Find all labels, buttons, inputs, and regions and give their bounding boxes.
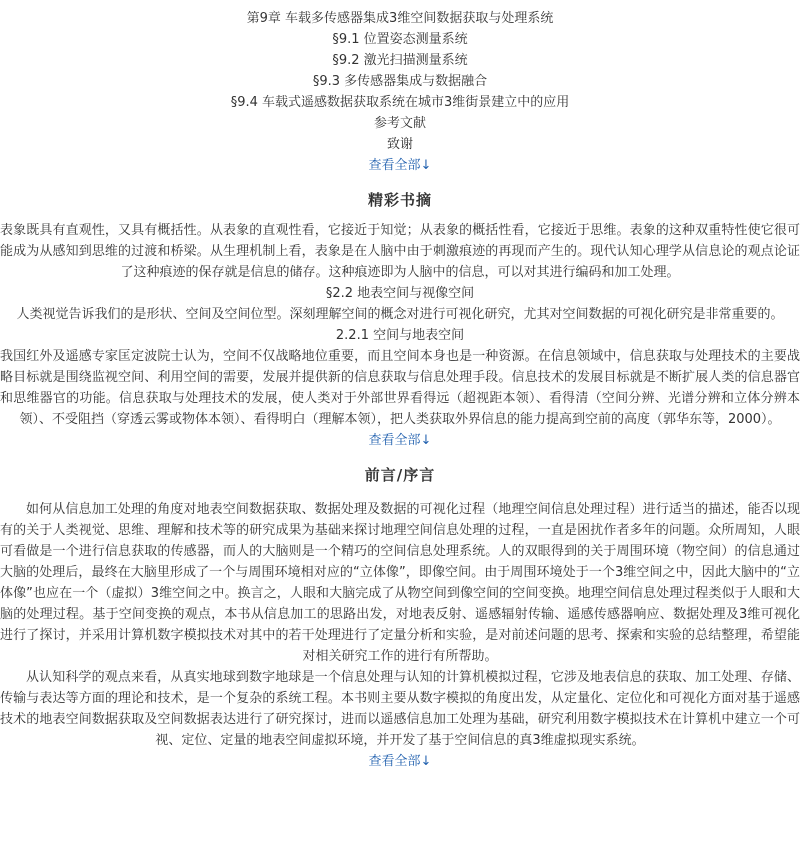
toc-item: 致谢 <box>386 137 413 152</box>
toc-item: §9.1 位置姿态测量系统 <box>332 32 468 47</box>
toc-item: §9.3 多传感器集成与数据融合 <box>312 74 488 89</box>
excerpt-heading: §2.2 地表空间与视像空间 <box>325 286 475 301</box>
excerpt-paragraph: 表象既具有直观性，又具有概括性。从表象的直观性看，它接近于知觉；从表象的概括性看，它接近于思维。表象的这种双重特性使它很可能成为从感知到思维的过渡和桥梁。从生理机制上看，表象是在人脑中由于刺激痕迹的再现而产生的。现代认知心理学从信息论的观点论证了这种痕迹的保存就是信息的储存。这种痕迹即为人脑中的信息，可以对其进行编码和加工处理。 <box>0 223 800 280</box>
toc-item: 第9章 车载多传感器集成3维空间数据获取与处理系统 <box>246 11 554 26</box>
toc-item: §9.4 车载式遥感数据获取系统在城市3维街景建立中的应用 <box>230 95 570 110</box>
toc-item: 参考文献 <box>373 116 426 131</box>
preface-paragraph: 如何从信息加工处理的角度对地表空间数据获取、数据处理及数据的可视化过程（地理空间信息处理过程）进行适当的描述，能否以现有的关于人类视觉、思维、理解和技术等的研究成果为基础来探讨地理空间信息处理的过程，一直是困扰作者多年的问题。众所周知，人眼可看做是一个进行信息获取的传感器，而人的大脑则是一个精巧的空间信息处理系统。人的双眼得到的关于周围环境（物空间）的信息通过大脑的处理后，最终在大脑里形成了一个与周围环境相对应的“立体像”，即像空间。由于周围环境处于一个3维空间之中，因此大脑中的“立体像”也应在一个（虚拟）3维空间之中。换言之，人眼和大脑完成了从物空间到像空间的空间变换。地理空间信息处理过程类似于人眼和大脑的处理过程。基于空间变换的观点，本书从信息加工的思路出发，对地表反射、遥感辐射传输、遥感传感器响应、数据处理及3维可视化进行了探讨，并采用计算机数字模拟技术对其中的若干处理进行了定量分析和实验，是对前述问题的思考、探索和实验的总结整理，希望能对相关研究工作的进行有所帮助。 <box>0 502 800 664</box>
table-of-contents <box>0 0 800 176</box>
preface-title: 前言/序言 <box>364 466 436 484</box>
excerpt-title: 精彩书摘 <box>367 191 432 209</box>
preface-section <box>0 499 800 772</box>
excerpt-view-all-link[interactable]: 查看全部↓ <box>368 433 432 448</box>
excerpt-heading: 2.2.1 空间与地表空间 <box>335 328 465 343</box>
excerpt-section <box>0 220 800 451</box>
preface-paragraph: 从认知科学的观点来看，从真实地球到数字地球是一个信息处理与认知的计算机模拟过程，它涉及地表信息的获取、加工处理、存储、传输与表达等方面的理论和技术，是一个复杂的系统工程。本书则主要从数字模拟的角度出发，从定量化、定位化和可视化方面对基于遥感技术的地表空间数据获取及空间数据表达进行了研究探讨，进而以遥感信息加工处理为基础，研究利用数字模拟技术在计算机中建立一个可视、定位、定量的地表空间虚拟环境，并开发了基于空间信息的真3维虚拟现实系统。 <box>0 670 800 748</box>
toc-view-all-link[interactable]: 查看全部↓ <box>368 158 432 173</box>
preface-view-all-link[interactable]: 查看全部↓ <box>368 754 432 769</box>
excerpt-paragraph: 人类视觉告诉我们的是形状、空间及空间位型。深刻理解空间的概念对进行可视化研究，尤其对空间数据的可视化研究是非常重要的。 <box>16 307 784 322</box>
toc-item: §9.2 激光扫描测量系统 <box>332 53 468 68</box>
excerpt-paragraph: 我国红外及遥感专家匡定波院士认为，空间不仅战略地位重要，而且空间本身也是一种资源。在信息领域中，信息获取与处理技术的主要战略目标就是围绕监视空间、利用空间的需要，发展并提供新的信息获取与信息处理手段。信息技术的发展目标就是不断扩展人类的信息器官和思维器官的功能。信息获取与处理技术的发展，使人类对于外部世界看得远（超视距本领）、看得清（空间分辨、光谱分辨和立体分辨本领）、不受阻挡（穿透云雾或物体本领）、看得明白（理解本领），把人类获取外界信息的能力提高到空前的高度（郭华东等，2000）。 <box>0 349 800 427</box>
